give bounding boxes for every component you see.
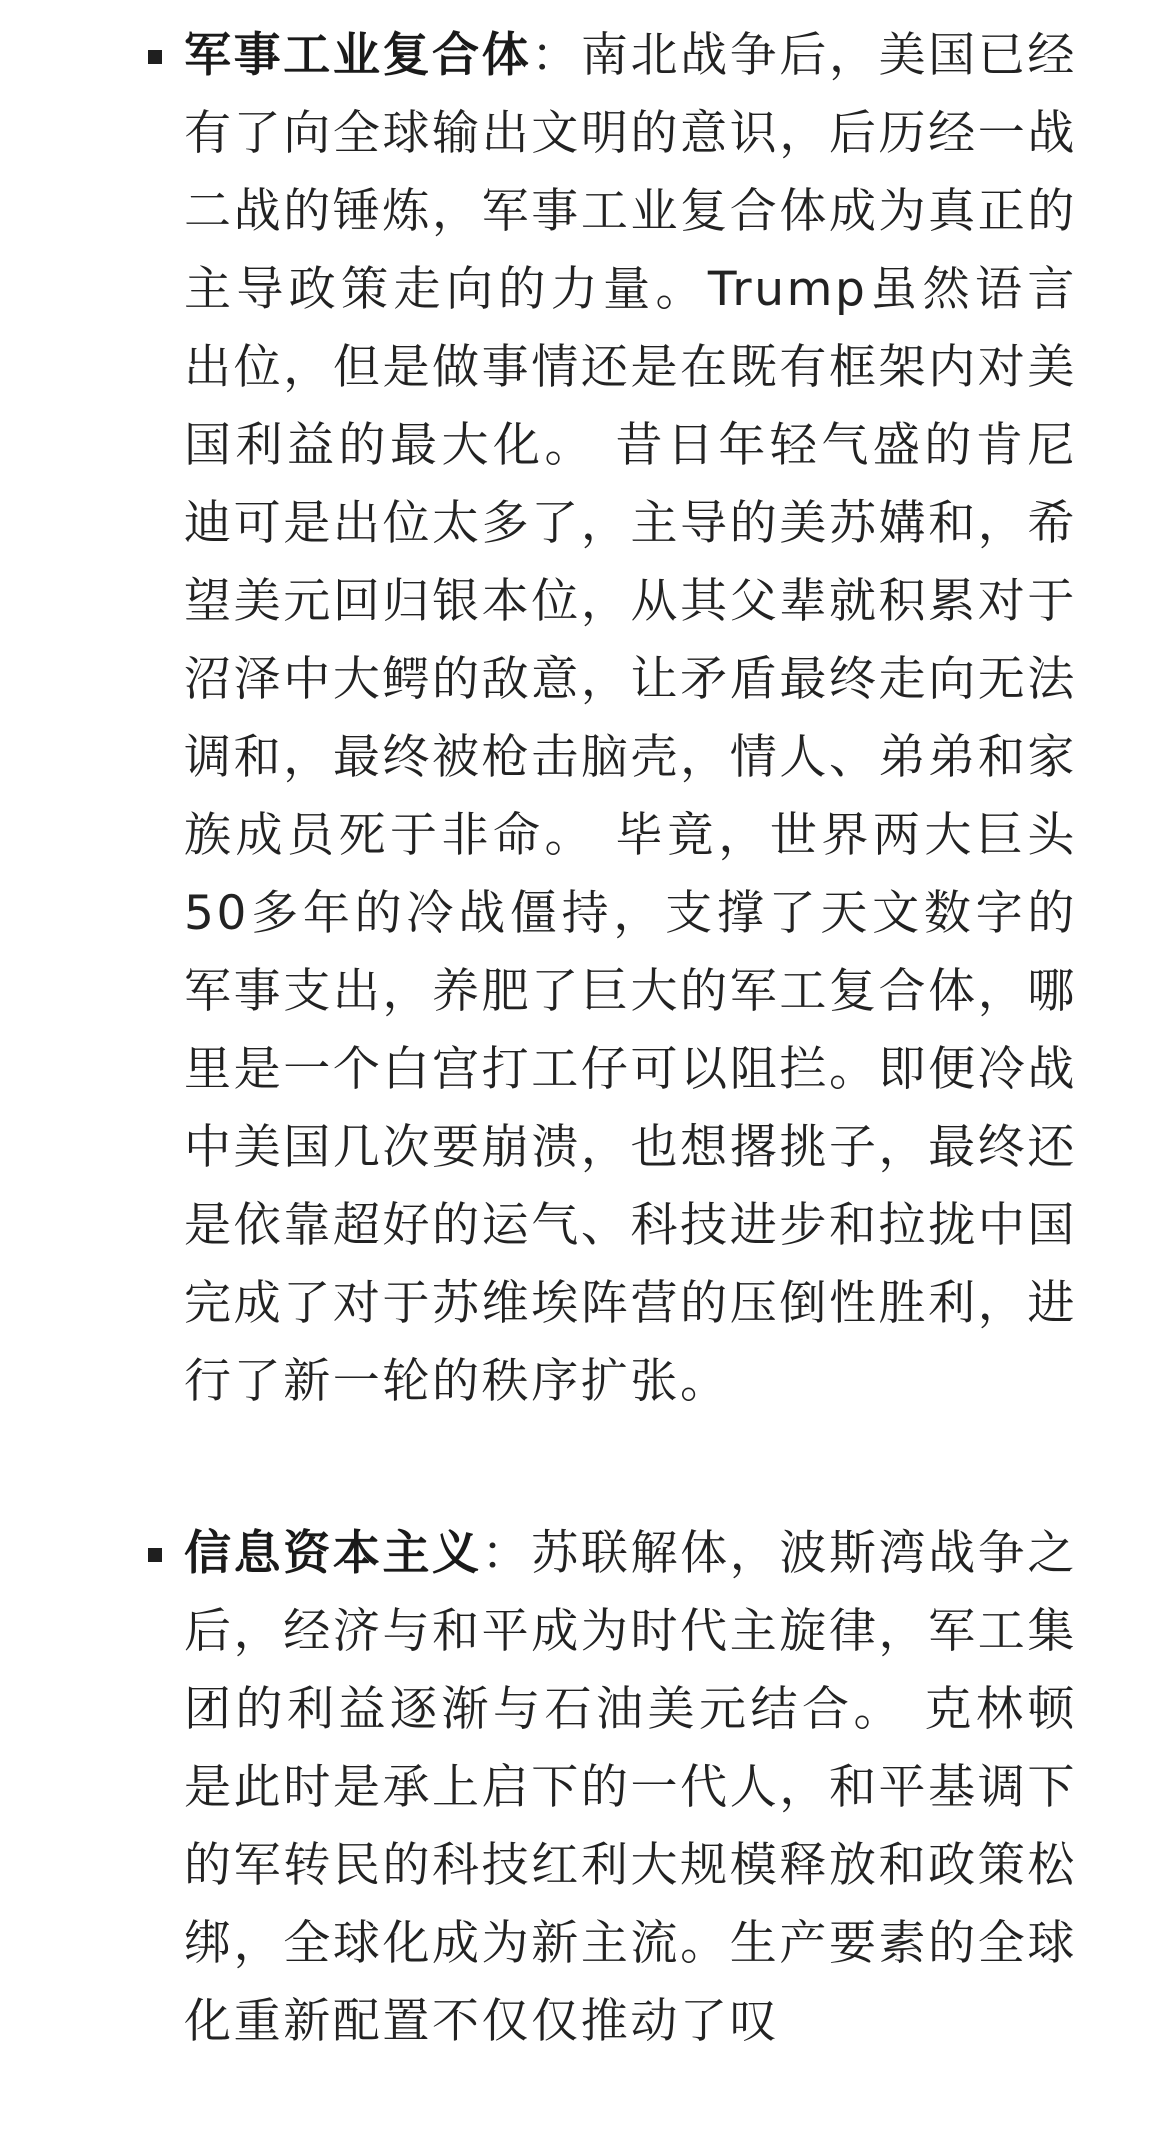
item-term: 军事工业复合体	[184, 28, 532, 83]
item-separator: ：	[531, 28, 581, 83]
square-bullet-icon	[148, 1548, 162, 1562]
item-body: 南北战争后，美国已经有了向全球输出文明的意识，后历经一战二战的锤炼，军事工业复合体成为真正的主导政策走向的力量。Trump虽然语言出位，但是做事情还是在既有框架内对美国利益的最大化。 昔日年轻气盛的肯尼迪可是出位太多了，主导的美苏媾和，希望美元回归银本位，从其父辈就积累对于沼泽中大鳄的敌意，让矛盾最终走向无法调和，最终被枪击脑壳，情人、弟弟和家族成员死于非命。 毕竟，世界两大巨头50多年的冷战僵持，支撑了天文数字的军事支出，养肥了巨大的军工复合体，哪里是一个白宫打工仔可以阻拦。即便冷战中美国几次要崩溃，也想撂挑子，最终还是依靠超好的运气、科技进步和拉拢中国完成了对于苏维埃阵营的压倒性胜利，进行了新一轮的秩序扩张。	[184, 28, 1078, 1409]
item-separator: ：	[481, 1526, 532, 1581]
list-item	[0, 1515, 1152, 2061]
item-term: 信息资本主义	[184, 1526, 482, 1581]
bullet-list	[0, 17, 1152, 2061]
square-bullet-icon	[148, 50, 162, 64]
item-body: 苏联解体，波斯湾战争之后，经济与和平成为时代主旋律，军工集团的利益逐渐与石油美元结合。 克林顿是此时是承上启下的一代人，和平基调下的军转民的科技红利大规模释放和政策松绑，全球化成为新主流。生产要素的全球化重新配置不仅仅推动了叹	[184, 1526, 1077, 2049]
list-item	[0, 17, 1152, 1421]
